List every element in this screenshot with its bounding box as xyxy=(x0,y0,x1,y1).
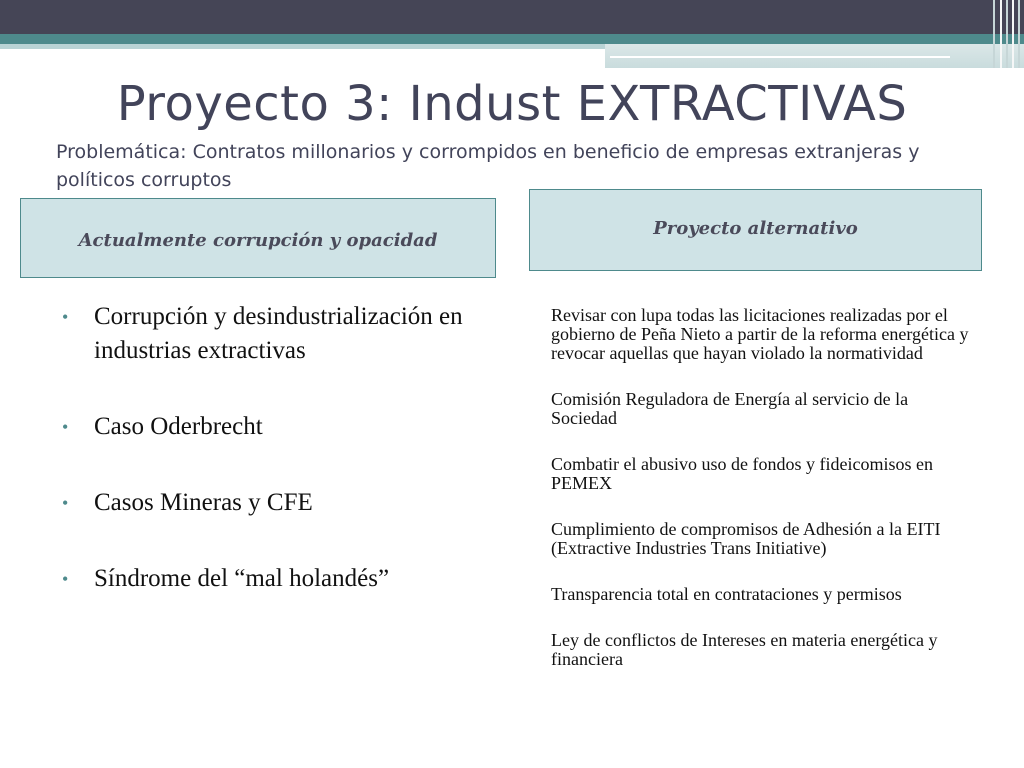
proposal-item: Transparencia total en contrataciones y permisos xyxy=(551,584,902,604)
decorative-stripe xyxy=(1012,0,1014,68)
list-item xyxy=(62,300,502,368)
decorative-line xyxy=(610,56,950,58)
list-item xyxy=(62,410,502,444)
top-bar-dark xyxy=(0,0,1024,34)
right-column-header xyxy=(529,189,982,271)
proposal-item: Revisar con lupa todas las licitaciones realizadas por el gobierno de Peña Nieto a partir de la reforma energética y revocar aquellas que hayan violado la normatividad xyxy=(551,305,969,363)
list-item xyxy=(62,486,502,520)
left-header-label: Actualmente corrupción y opacidad xyxy=(78,229,438,251)
list-item-text: Corrupción y desindustrialización en industrias extractivas xyxy=(94,303,463,364)
proposal-item: Cumplimiento de compromisos de Adhesión a la EITI (Extractive Industries Trans Initiative) xyxy=(551,519,941,558)
bullet-dot-icon: • xyxy=(62,417,69,437)
top-bar-light xyxy=(0,44,605,49)
proposal-item: Ley de conflictos de Intereses en materia energética y financiera xyxy=(551,630,938,669)
list-item xyxy=(62,562,502,596)
decorative-stripe xyxy=(1018,0,1020,68)
list-item-text: Síndrome del “mal holandés” xyxy=(94,565,390,592)
bullet-dot-icon: • xyxy=(62,569,69,589)
list-item-text: Casos Mineras y CFE xyxy=(94,489,313,516)
right-proposal-list xyxy=(551,306,971,669)
proposal-item: Combatir el abusivo uso de fondos y fideicomisos en PEMEX xyxy=(551,454,933,493)
left-column-header xyxy=(20,198,496,278)
left-bullet-list xyxy=(62,300,502,596)
decorative-stripe xyxy=(1006,0,1008,68)
bullet-dot-icon: • xyxy=(62,493,69,513)
top-bar-accent xyxy=(0,34,1024,44)
right-header-label: Proyecto alternativo xyxy=(653,218,858,239)
slide-subtitle: Problemática: Contratos millonarios y corrompidos en beneficio de empresas extranjeras y políticos corruptos xyxy=(56,141,920,191)
list-item-text: Caso Oderbrecht xyxy=(94,413,263,440)
proposal-item: Comisión Reguladora de Energía al servicio de la Sociedad xyxy=(551,389,909,428)
slide-title: Proyecto 3: Indust EXTRACTIVAS xyxy=(116,76,908,132)
decorative-stripe xyxy=(993,0,995,68)
decorative-stripe xyxy=(1000,0,1002,68)
bullet-dot-icon: • xyxy=(62,307,69,327)
